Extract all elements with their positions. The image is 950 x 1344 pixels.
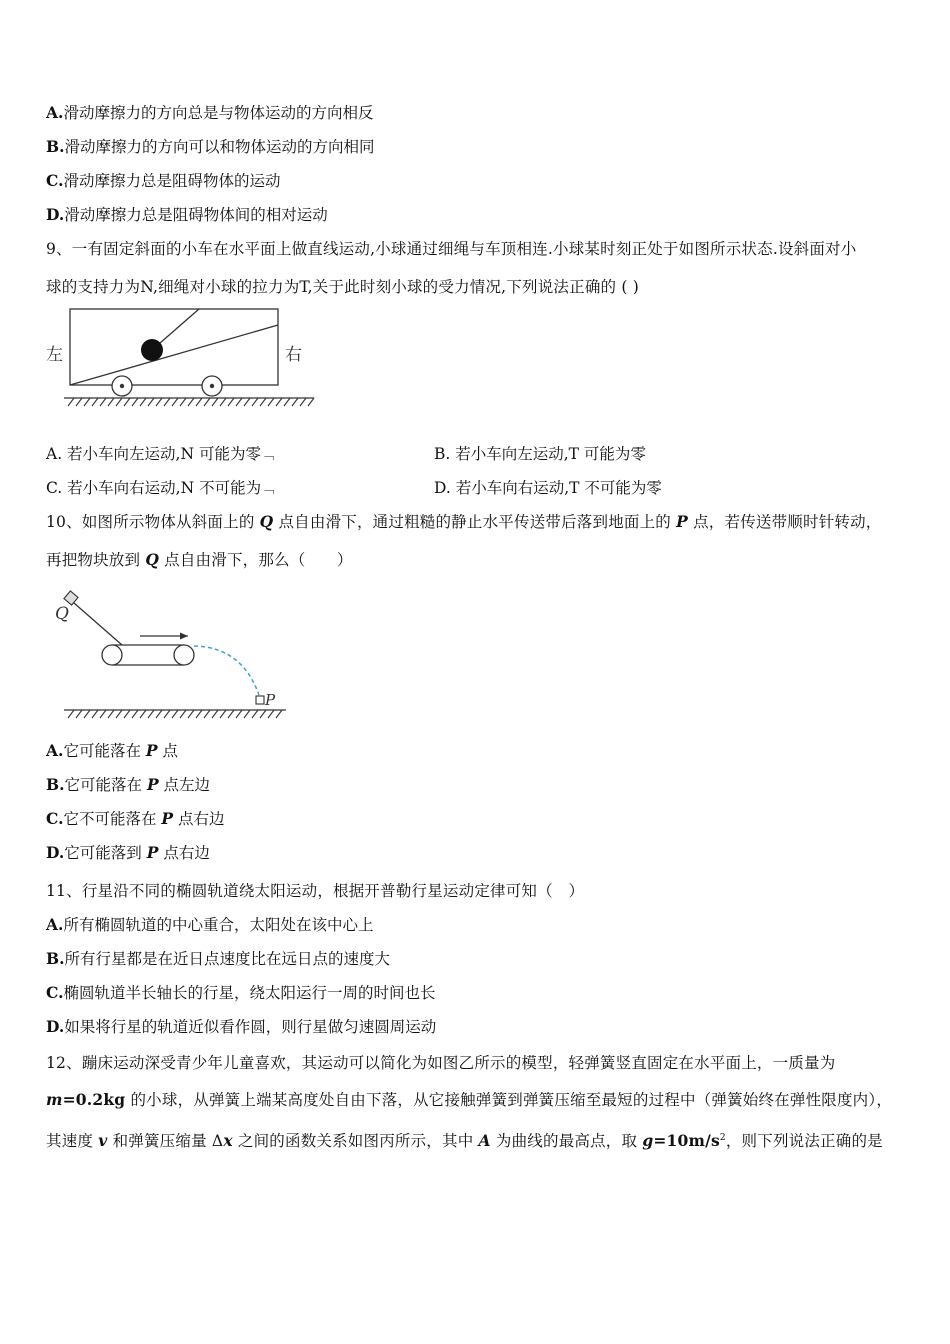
q9-option-b: B. 若小车向左运动,T 可能为零 — [434, 445, 646, 463]
option-text: C. 若小车向右运动,N 不可能为 — [46, 479, 262, 497]
fig-right-label: 右 — [285, 345, 302, 365]
option-text: 滑动摩擦力总是阻碍物体的运动 — [63, 172, 281, 190]
q9-option-a — [46, 444, 274, 466]
q11-stem: 11、行星沿不同的椭圆轨道绕太阳运动，根据开普勒行星运动定律可知（ ） — [46, 882, 585, 900]
fig-left-label: 左 — [46, 345, 63, 365]
fig-q-label: Q — [55, 604, 69, 624]
q8-option-d — [46, 205, 328, 225]
q9-option-d: D. 若小车向右运动,T 不可能为零 — [434, 479, 662, 497]
conveyor-belt — [102, 645, 194, 665]
q11-option-b: B.所有行星都是在近日点速度比在远日点的速度大 — [46, 949, 391, 968]
q12-stem-line1: 12、蹦床运动深受青少年儿童喜欢，其运动可以简化为如图乙所示的模型，轻弹簧竖直固定在水平面上，一质量为 — [46, 1054, 836, 1072]
option-label: C. — [46, 171, 64, 190]
q10-option-b: B.它可能落在 P 点左边 — [46, 775, 211, 794]
wheel-right — [202, 376, 222, 396]
option-text: 滑动摩擦力的方向总是与物体运动的方向相反 — [63, 104, 374, 122]
wheel-left — [112, 376, 132, 396]
option-text: A. 若小车向左运动,N 可能为零 — [46, 445, 261, 463]
arrow-head-icon — [180, 633, 188, 640]
q12-stem-line3: 其速度 v 和弹簧压缩量 Δx 之间的函数关系如图丙所示，其中 A 为曲线的最高点，取 $g=10m/s^2$，则下列说法正确的是 — [46, 1131, 883, 1151]
block — [64, 591, 78, 605]
q10-option-c: C.它不可能落在 P 点右边 — [46, 809, 225, 828]
cart-body — [70, 309, 278, 385]
q8-option-b — [46, 137, 375, 157]
q10-conveyor-figure — [52, 585, 292, 725]
q9-stem-line2: 球的支持力为N,细绳对小球的拉力为T,关于此时刻小球的受力情况,下列说法正确的 ( ) — [46, 278, 639, 296]
trajectory — [194, 646, 259, 695]
q9-stem-line1: 9、一有固定斜面的小车在水平面上做直线运动,小球通过细绳与车顶相连.小球某时刻正处于如图所示状态.设斜面对小 — [46, 240, 857, 258]
q10-stem-line1: 10、如图所示物体从斜面上的 Q 点自由滑下，通过粗糙的静止水平传送带后落到地面上的 P 点，若传送带顺时针转动， — [46, 512, 882, 531]
slope — [74, 603, 122, 645]
option-label: A. — [46, 103, 64, 122]
q10-option-d: D.它可能落到 P 点右边 — [46, 843, 210, 862]
q9-option-c — [46, 478, 274, 500]
q12-stem-line2: m=0.2kg 的小球，从弹簧上端某高度处自由下落，从它接触弹簧到弹簧压缩至最短的过程中（弹簧始终在弹性限度内）， — [46, 1090, 893, 1109]
q9-cart-figure — [44, 305, 319, 410]
option-text: 滑动摩擦力的方向可以和物体运动的方向相同 — [64, 138, 375, 156]
incline — [70, 325, 278, 385]
q10-option-a: A.它可能落在 P 点 — [46, 741, 178, 760]
fig-p-label: P — [265, 691, 276, 709]
mark-icon: ﹁ — [261, 482, 275, 497]
q10-stem-line2: 再把物块放到 Q 点自由滑下，那么（ ） — [46, 550, 353, 569]
q8-option-c — [46, 171, 280, 191]
ground-hatching — [68, 398, 314, 406]
q11-option-d: D.如果将行星的轨道近似看作圆，则行星做匀速圆周运动 — [46, 1017, 437, 1036]
ground-hatching — [68, 710, 282, 718]
option-label: D. — [46, 205, 65, 224]
option-text: 滑动摩擦力总是阻碍物体间的相对运动 — [64, 206, 328, 224]
q11-option-a: A.所有椭圆轨道的中心重合，太阳处在该中心上 — [46, 915, 374, 934]
q8-option-a — [46, 103, 373, 123]
landed-block — [256, 696, 264, 704]
q11-option-c: C.椭圆轨道半长轴长的行星，绕太阳运行一周的时间也长 — [46, 983, 436, 1002]
ball — [141, 339, 163, 361]
mark-icon: ﹁ — [260, 448, 274, 463]
option-label: B. — [46, 137, 65, 156]
